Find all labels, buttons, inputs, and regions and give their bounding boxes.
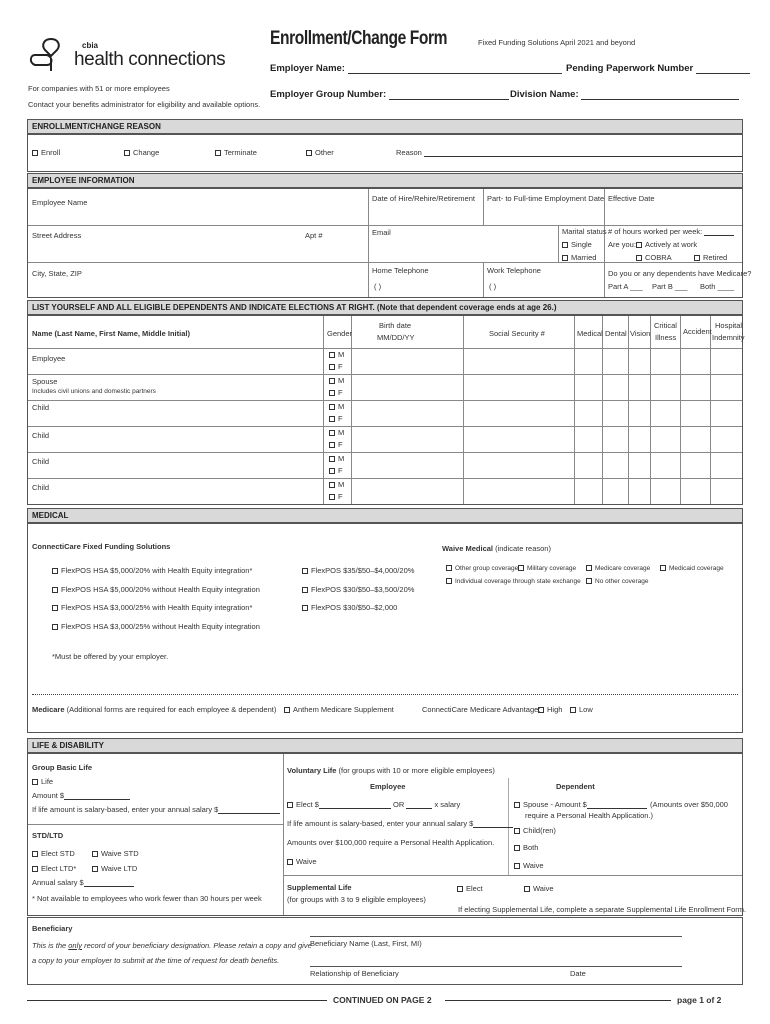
or-label: OR (393, 800, 405, 809)
both-checkbox[interactable] (514, 843, 538, 852)
w2-label: Military coverage (527, 565, 577, 572)
hours-label: # of hours worked per week: (608, 227, 703, 236)
employee-info-header: EMPLOYEE INFORMATION (27, 173, 743, 188)
bname-label: Beneficiary Name (Last, First, MI) (310, 939, 422, 948)
city-label: City, State, ZIP (32, 269, 82, 278)
waive-other-group[interactable] (446, 565, 518, 572)
waive-medical-title (442, 544, 551, 553)
cobra-checkbox[interactable] (636, 253, 672, 262)
col-hospital-2: Indemnity (712, 333, 745, 342)
waive-medical-note: (indicate reason) (495, 544, 551, 553)
supp-elect-label: Elect (466, 884, 483, 893)
dotted-divider (32, 694, 738, 695)
waive-std-label: Waive STD (101, 849, 139, 858)
life-header: LIFE & DISABILITY (27, 738, 743, 753)
both-label: Both (523, 843, 539, 852)
dep-waive-label: Waive (523, 861, 544, 870)
terminate-checkbox[interactable] (215, 148, 257, 157)
waive-ltd-label: Waive LTD (101, 864, 138, 873)
vol-waive-label: Waive (296, 857, 317, 866)
amount-field[interactable] (32, 791, 130, 800)
female-checkbox[interactable] (329, 388, 343, 397)
children-checkbox[interactable] (514, 826, 556, 835)
date-label: Date (570, 969, 586, 978)
vol-elect-label: Elect $ (296, 800, 319, 809)
logo-main-text: health connections (74, 49, 226, 70)
dependents-header: LIST YOURSELF AND ALL ELIGIBLE DEPENDENTS AND INDICATE ELECTIONS AT RIGHT. (Note that dependent coverage ends at age 26.) (27, 300, 743, 315)
std-ltd-title: STD/LTD (32, 831, 64, 840)
medicare-note: (Additional forms are required for each employee & dependent) (66, 705, 277, 714)
plan-option-6[interactable] (302, 585, 414, 594)
employee-info-section (27, 188, 752, 298)
waive-no-other[interactable] (586, 578, 648, 585)
col-name: Name (Last Name, First Name, Middle Initial) (32, 329, 190, 338)
relationship-label: Relationship of Beneficiary (310, 969, 399, 978)
amount-label: Amount $ (32, 791, 65, 800)
elect-std-checkbox[interactable] (32, 849, 75, 858)
medical-section (27, 523, 743, 733)
plan-5-label: FlexPOS $35/$50–$4,000/20% (311, 566, 415, 575)
footer (27, 995, 743, 1007)
effective-date-label: Effective Date (608, 194, 655, 203)
email-label: Email (372, 228, 391, 237)
col-birth: Birth date (379, 321, 412, 330)
employee-name-label: Employee Name (32, 198, 88, 207)
female-checkbox[interactable] (329, 440, 343, 449)
vol-waive-checkbox[interactable] (287, 857, 317, 866)
voluntary-note: (for groups with 10 or more eligible employees) (338, 766, 495, 775)
annual-salary-field[interactable] (32, 878, 134, 887)
division-label: Division Name: (510, 89, 579, 100)
medicare-label: Medicare (32, 705, 65, 714)
col-medical: Medical (577, 329, 603, 338)
street-label: Street Address (32, 231, 82, 240)
life-checkbox[interactable] (32, 777, 53, 786)
change-label: Change (133, 148, 160, 157)
w1-label: Other group coverage (455, 565, 519, 572)
waive-ltd-checkbox[interactable] (92, 864, 137, 873)
continued-label: CONTINUED ON PAGE 2 (333, 995, 432, 1005)
hire-date-label: Date of Hire/Rehire/Retirement (372, 194, 475, 203)
married-checkbox[interactable] (562, 253, 596, 262)
col-dental: Dental (605, 329, 627, 338)
row-label: Employee (32, 354, 66, 363)
cc-advantage-label: ConnectiCare Medicare Advantage: (422, 705, 541, 714)
both-field[interactable]: Both ____ (700, 282, 735, 291)
w6-label: No other coverage (595, 578, 649, 585)
plan-option-7[interactable] (302, 603, 397, 612)
medicare-row (32, 705, 276, 714)
m-label: M (338, 402, 345, 411)
vol-salary-label: If life amount is salary-based, enter your annual salary $ (287, 819, 474, 828)
vol-salary-field[interactable] (287, 819, 513, 828)
home-tel-label: Home Telephone (372, 266, 429, 275)
elect-std-label: Elect STD (41, 849, 75, 858)
m-label: M (338, 454, 345, 463)
pending-label: Pending Paperwork Number (566, 63, 694, 74)
w3-label: Medicare coverage (595, 565, 651, 572)
reason-header: ENROLLMENT/CHANGE REASON (27, 119, 743, 134)
supp-elect-checkbox[interactable] (457, 884, 483, 893)
row-label: Child (32, 403, 50, 412)
beneficiary-text-2: a copy to your employer to submit at the time of request for death benefits. (32, 956, 280, 965)
m-label: M (338, 350, 345, 359)
male-checkbox[interactable] (329, 350, 344, 359)
part-a-field[interactable]: Part A ___ (608, 282, 643, 291)
supp-instructions: If electing Supplemental Life, complete a separate Supplemental Life Enrollment Form. (458, 905, 747, 914)
row-label: Child (32, 431, 50, 440)
waive-medical-label: Waive Medical (442, 544, 493, 553)
over50-note: (Amounts over $50,000 (650, 800, 728, 809)
f-label: F (338, 388, 343, 397)
col-critical-2: Illness (655, 333, 677, 342)
waive-std-checkbox[interactable] (92, 849, 139, 858)
reason-field[interactable] (396, 148, 742, 157)
high-checkbox[interactable] (538, 705, 562, 714)
actively-checkbox[interactable] (636, 240, 697, 249)
supp-waive-checkbox[interactable] (524, 884, 554, 893)
plan-option-1[interactable] (52, 566, 252, 575)
f-label: F (338, 466, 343, 475)
relationship-line[interactable] (310, 966, 682, 967)
female-checkbox[interactable] (329, 466, 343, 475)
supp-waive-label: Waive (533, 884, 554, 893)
other-label: Other (315, 148, 334, 157)
hours-field[interactable] (608, 227, 734, 236)
group-basic-title: Group Basic Life (32, 763, 93, 772)
reason-section (27, 134, 743, 172)
male-checkbox[interactable] (329, 428, 344, 437)
plan-4-label: FlexPOS HSA $3,000/25% without Health Equity integration (61, 622, 260, 631)
apt-label: Apt # (305, 231, 323, 240)
plan-option-3[interactable] (52, 603, 252, 612)
male-checkbox[interactable] (329, 454, 344, 463)
are-you-label: Are you: (608, 240, 636, 249)
low-label: Low (579, 705, 593, 714)
plan-option-4[interactable] (52, 622, 260, 631)
marital-label: Marital status (562, 227, 607, 236)
female-checkbox[interactable] (329, 414, 343, 423)
spouse-amount-field[interactable] (514, 800, 647, 809)
employer-name-label: Employer Name: (270, 63, 345, 74)
retired-checkbox[interactable] (694, 253, 727, 262)
female-checkbox[interactable] (329, 492, 343, 501)
waive-military[interactable] (518, 565, 576, 572)
work-tel-label: Work Telephone (487, 266, 541, 275)
m-label: M (338, 428, 345, 437)
medical-footnote: *Must be offered by your employer. (52, 652, 169, 661)
home-tel-area[interactable]: ( ) (374, 282, 382, 291)
voluntary-life-title (287, 766, 495, 775)
female-checkbox[interactable] (329, 362, 343, 371)
eligibility-note: For companies with 51 or more employees (28, 84, 170, 93)
male-checkbox[interactable] (329, 402, 344, 411)
retired-label: Retired (703, 253, 728, 262)
actively-label: Actively at work (645, 240, 698, 249)
logo-mark-icon (29, 35, 75, 75)
elect-ltd-label: Elect LTD* (41, 864, 77, 873)
f-label: F (338, 492, 343, 501)
male-checkbox[interactable] (329, 480, 344, 489)
medicare-question: Do you or any dependents have Medicare? (608, 269, 752, 278)
dep-waive-checkbox[interactable] (514, 861, 544, 870)
elect-ltd-checkbox[interactable] (32, 864, 76, 873)
contact-note: Contact your benefits administrator for eligibility and available options. (28, 100, 261, 109)
anthem-checkbox[interactable] (284, 705, 394, 714)
spouse-amount-label: Spouse - Amount $ (523, 800, 587, 809)
pending-number-field[interactable] (566, 63, 750, 74)
male-checkbox[interactable] (329, 376, 344, 385)
group-number-field[interactable] (270, 89, 509, 100)
reason-label: Reason (396, 148, 422, 157)
terminate-label: Terminate (224, 148, 257, 157)
plan-option-2[interactable] (52, 585, 260, 594)
w4-label: Medicaid coverage (669, 565, 724, 572)
f-label: F (338, 440, 343, 449)
row-sublabel: Includes civil unions and domestic partners (32, 388, 156, 395)
page-subtitle: Fixed Funding Solutions April 2021 and beyond (478, 38, 636, 47)
row-label: Spouse (32, 377, 58, 386)
high-label: High (547, 705, 563, 714)
work-tel-area[interactable]: ( ) (489, 282, 497, 291)
vol-elect-field[interactable] (287, 800, 460, 809)
col-vision: Vision (630, 329, 651, 338)
single-checkbox[interactable] (562, 240, 592, 249)
waive-medicare[interactable] (586, 565, 650, 572)
dependent-col-title: Dependent (556, 782, 595, 791)
x-salary-label: x salary (434, 800, 461, 809)
other-checkbox[interactable] (306, 148, 334, 157)
f-label: F (338, 414, 343, 423)
basic-salary-field[interactable] (32, 805, 280, 814)
supplemental-note: (for groups with 3 to 9 eligible employees) (287, 895, 426, 904)
row-label: Child (32, 483, 50, 492)
employer-name-field[interactable] (270, 63, 562, 74)
plan-2-label: FlexPOS HSA $5,000/20% without Health Equity integration (61, 585, 260, 594)
voluntary-label: Voluntary Life (287, 766, 337, 775)
over50-note-2: require a Personal Health Application.) (525, 811, 653, 820)
col-accident: Accident (683, 327, 712, 336)
beneficiary-text-1 (32, 941, 312, 950)
logo-small-text: cbia (82, 41, 99, 50)
plan-3-label: FlexPOS HSA $3,000/25% with Health Equity integration* (61, 603, 253, 612)
medical-header: MEDICAL (27, 508, 743, 523)
part-full-date-label: Part- to Full-time Employment Date (487, 194, 605, 203)
life-label: Life (41, 777, 54, 786)
logo (29, 35, 239, 75)
ben-text-only: only (68, 941, 83, 950)
low-checkbox[interactable] (570, 705, 593, 714)
beneficiary-title: Beneficiary (32, 924, 73, 933)
supplemental-title: Supplemental Life (287, 883, 352, 892)
change-checkbox[interactable] (124, 148, 159, 157)
bname-line[interactable] (310, 936, 682, 937)
basic-salary-label: If life amount is salary-based, enter your annual salary $ (32, 805, 219, 814)
enroll-checkbox[interactable] (32, 148, 60, 157)
col-birth-format: MM/DD/YY (377, 333, 415, 342)
children-label: Child(ren) (523, 826, 556, 835)
annual-salary-label: Annual salary $ (32, 878, 84, 887)
single-label: Single (571, 240, 592, 249)
anthem-label: Anthem Medicare Supplement (293, 705, 394, 714)
col-ssn: Social Security # (489, 329, 545, 338)
row-label: Child (32, 457, 50, 466)
not-available-note: * Not available to employees who work fewer than 30 hours per week (32, 894, 262, 903)
plan-6-label: FlexPOS $30/$50–$3,500/20% (311, 585, 415, 594)
plan-1-label: FlexPOS HSA $5,000/20% with Health Equity integration* (61, 566, 253, 575)
cobra-label: COBRA (645, 253, 672, 262)
beneficiary-section (27, 917, 743, 985)
col-gender: Gender (327, 329, 353, 338)
married-label: Married (571, 253, 597, 262)
m-label: M (338, 376, 345, 385)
plan-7-label: FlexPOS $30/$50–$2,000 (311, 603, 398, 612)
life-section (27, 753, 747, 916)
division-field[interactable] (510, 89, 739, 100)
page-number: page 1 of 2 (677, 995, 722, 1005)
over100-note: Amounts over $100,000 require a Personal Health Application. (287, 838, 495, 847)
plan-option-5[interactable] (302, 566, 414, 575)
waive-individual[interactable] (446, 578, 581, 585)
waive-medicaid[interactable] (660, 565, 724, 572)
page-title: Enrollment/Change Form (270, 28, 448, 49)
title-row (270, 28, 486, 50)
w5-label: Individual coverage through state exchange (455, 578, 581, 585)
employee-col-title: Employee (370, 782, 406, 791)
enroll-label: Enroll (41, 148, 61, 157)
ben-text-a: This is the (32, 941, 69, 950)
m-label: M (338, 480, 345, 489)
dependents-table (27, 315, 743, 505)
ben-text-b: record of your beneficiary designation. Please retain a copy and give (82, 941, 312, 950)
connecticare-title: ConnectiCare Fixed Funding Solutions (32, 542, 171, 551)
group-number-label: Employer Group Number: (270, 89, 387, 100)
col-hospital: Hospital (715, 321, 743, 330)
col-critical: Critical (654, 321, 677, 330)
f-label: F (338, 362, 343, 371)
part-b-field[interactable]: Part B ___ (652, 282, 688, 291)
